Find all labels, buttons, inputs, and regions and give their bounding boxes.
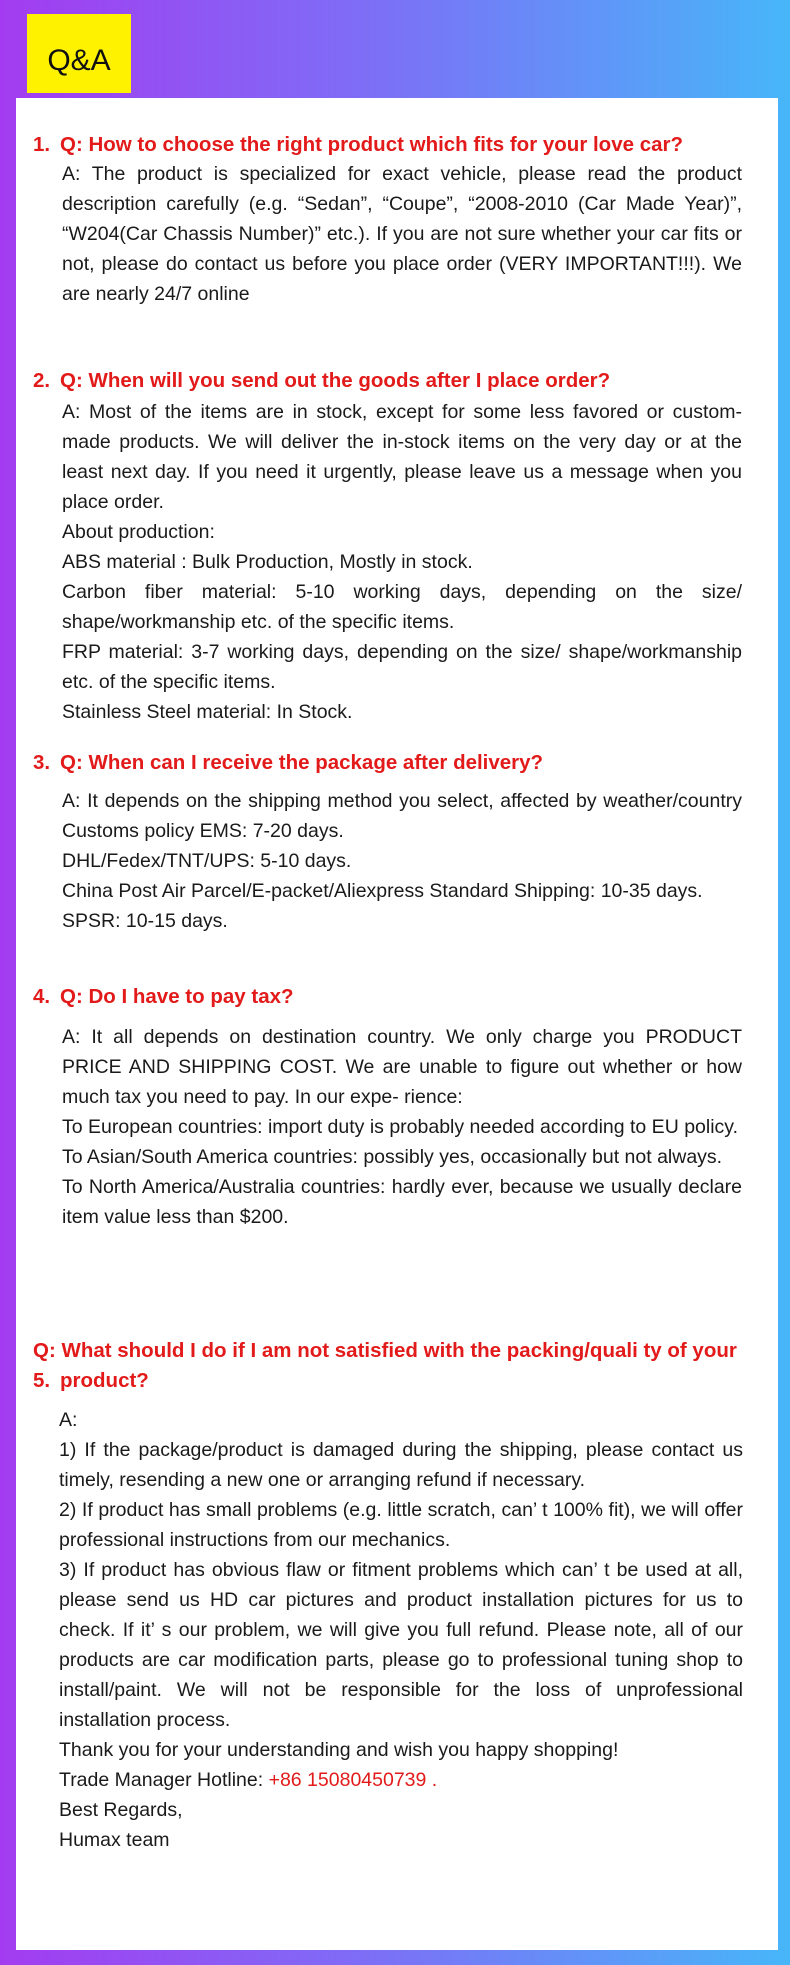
faq-number: 4. [33, 985, 51, 1008]
answer-paragraph: Stainless Steel material: In Stock. [62, 701, 353, 723]
faq-answer-2 [62, 397, 742, 727]
answer-paragraph: SPSR: 10-15 days. [62, 910, 228, 932]
faq-question-1 [33, 130, 743, 160]
faq-question-text: Q: When can I receive the package after delivery? [60, 751, 544, 774]
answer-paragraph: Carbon fiber material: 5-10 working days, depending on the size/ shape/workmanship etc. of the specific items. [62, 581, 742, 633]
answer-paragraph: China Post Air Parcel/E-packet/Aliexpress Standard Shipping: 10-35 days. [62, 880, 703, 902]
faq-answer-3 [62, 786, 742, 936]
faq-question-text: Q: Do I have to pay tax? [60, 985, 294, 1008]
faq-answer-5 [59, 1405, 743, 1855]
qa-tab-label: Q&A [47, 44, 111, 77]
faq-question-4 [33, 982, 743, 1012]
faq-answer-1 [62, 159, 742, 309]
faq-number: 2. [33, 369, 51, 392]
answer-paragraph: To North America/Australia countries: hardly ever, because we usually declare item value less than $200. [62, 1176, 742, 1228]
closing-regards: Best Regards, [59, 1799, 183, 1821]
answer-paragraph: FRP material: 3-7 working days, depending on the size/ shape/workmanship etc. of the specific items. [62, 641, 742, 693]
closing-signature: Humax team [59, 1829, 170, 1851]
faq-answer-4 [62, 1022, 742, 1232]
answer-paragraph: 2) If product has small problems (e.g. little scratch, can’ t 100% fit), we will offer professional instructions from our mechanics. [59, 1499, 743, 1551]
hotline-line [59, 1765, 743, 1795]
qa-tab [27, 14, 131, 93]
answer-paragraph: A: Most of the items are in stock, except for some less favored or custom-made products. We will deliver the in-stock items on the very day or at the least next day. If you need it urgently, please leave us a message when you place order. [62, 401, 742, 513]
answer-paragraph: To European countries: import duty is probably needed according to EU policy. [62, 1116, 739, 1138]
hotline-number[interactable]: +86 15080450739 . [268, 1769, 438, 1791]
answer-paragraph: About production: [62, 521, 215, 543]
answer-paragraph: 1) If the package/product is damaged during the shipping, please contact us timely, resending a new one or arranging refund if necessary. [59, 1439, 743, 1491]
faq-number: 3. [33, 751, 51, 774]
faq-number: 1. [33, 133, 51, 156]
answer-paragraph: Thank you for your understanding and wish you happy shopping! [59, 1739, 619, 1761]
answer-paragraph: A: [59, 1409, 78, 1431]
faq-question-text: Q: How to choose the right product which fits for your love car? [60, 133, 684, 156]
faq-question-2 [33, 366, 743, 396]
faq-question-text: Q: When will you send out the goods after I place order? [60, 369, 611, 392]
faq-question-3 [33, 748, 743, 778]
answer-paragraph: A: The product is specialized for exact vehicle, please read the product description carefully (e.g. “Sedan”, “Coupe”, “2008-2010 (Car Made Year)”, “W204(Car Chassis Number)” etc.). If you are not sure whether your car fits or not, please do contact us before you place order (VERY IMPORTANT!!!). We are nearly 24/7 online [62, 163, 742, 305]
faq-number: 5. [33, 1369, 51, 1392]
answer-paragraph: ABS material : Bulk Production, Mostly in stock. [62, 551, 473, 573]
faq-question-5 [33, 1336, 770, 1396]
faq-question-text: Q: What should I do if I am not satisfied with the packing/quali ty of your product? [33, 1339, 737, 1392]
answer-paragraph: To Asian/South America countries: possibly yes, occasionally but not always. [62, 1146, 723, 1168]
answer-paragraph: A: It depends on the shipping method you select, affected by weather/country Customs policy EMS: 7-20 days. [62, 790, 742, 842]
answer-paragraph: A: It all depends on destination country. We only charge you PRODUCT PRICE AND SHIPPING COST. We are unable to figure out whether or how much tax you need to pay. In our expe- rience: [62, 1026, 742, 1108]
answer-paragraph: 3) If product has obvious flaw or fitment problems which can’ t be used at all, please send us HD car pictures and product installation pictures for us to check. If it’ s our problem, we will give you full refund. Please note, all of our products are car modification parts, please go to professional tuning shop to install/paint. We will not be responsible for the loss of unprofessional installation process. [59, 1559, 743, 1731]
hotline-label: Trade Manager Hotline: [59, 1769, 269, 1791]
answer-paragraph: DHL/Fedex/TNT/UPS: 5-10 days. [62, 850, 352, 872]
